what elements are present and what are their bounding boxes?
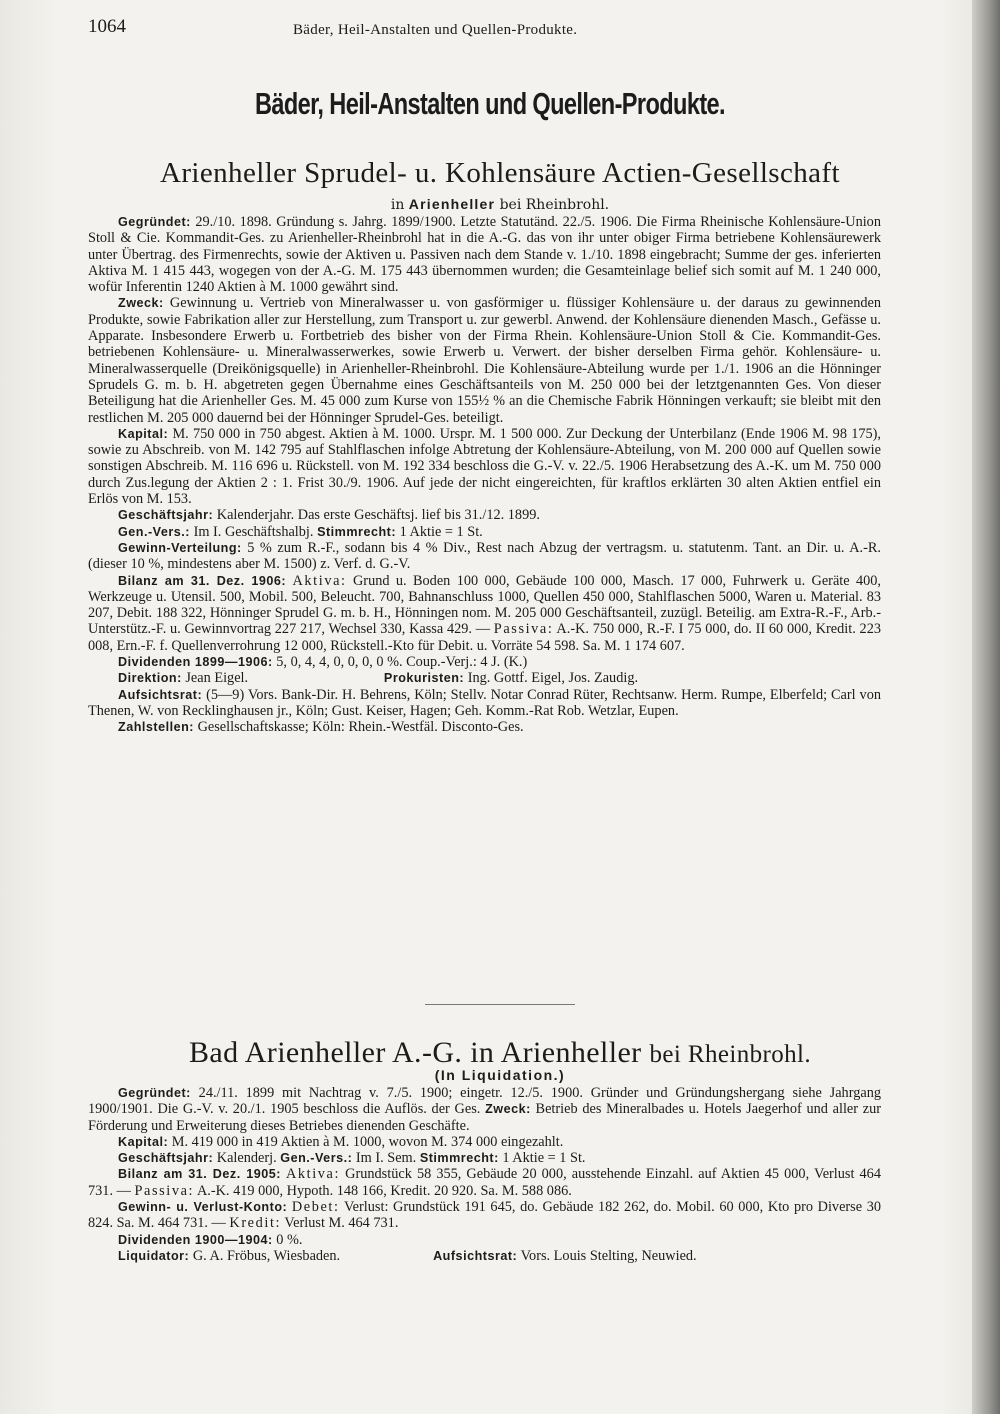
liabilities-label: Passiva: <box>134 1182 195 1199</box>
liquidator-text: G. A. Fröbus, Wiesbaden. <box>192 1247 341 1264</box>
profit-loss-paragraph <box>88 1199 881 1232</box>
capital-text: M. 419 000 in 419 Aktien à M. 1000, wovon M. 374 000 eingezahlt. <box>171 1133 564 1150</box>
liabilities-text: A.-K. 419 000, Hypoth. 148 166, Kredit. 20 920. Sa. M. 588 086. <box>196 1182 572 1199</box>
paying-agents-paragraph <box>88 719 881 735</box>
purpose-label: Zweck: <box>118 296 164 311</box>
company-2-body <box>88 1085 881 1264</box>
company-2-name <box>60 1036 940 1070</box>
founded-label: Gegründet: <box>118 215 191 229</box>
founded-paragraph <box>88 214 881 295</box>
page-edge-shadow <box>972 0 1000 1414</box>
voting-right-label: Stimmrecht: <box>317 524 397 539</box>
assets-label: Aktiva: <box>285 1166 341 1183</box>
profit-distribution-text: 5 % zum R.-F., sodann bis 4 % Div., Rest nach Abzug der vertragsm. u. statutenm. Tant. an Dir. u. A.-R. (dieser 10 %, mindestens aber M. 1500) z. Verf. d. G.-V. <box>88 539 881 573</box>
dividends-label: Dividenden 1899—1906: <box>118 655 273 670</box>
paying-agents-text: Gesellschaftskasse; Köln: Rhein.-Westfäl. Disconto-Ges. <box>197 719 524 736</box>
general-meeting-paragraph <box>88 524 881 540</box>
supervisory-board-text: (5—9) Vors. Bank-Dir. H. Behrens, Köln; Stellv. Notar Conrad Rüter, Rechtsanw. Herm. Rumpe, Elberfeld; Carl von Thenen, W. von Recklinghausen jr., Köln; Gust. Keiser, Hagen; Geh. Komm.-Rat Rob. Wetzlar, Eupen. <box>88 686 881 719</box>
voting-right-label: Stimmrecht: <box>419 1151 499 1166</box>
debit-text: Verlust: Grundstück 191 645, do. Gebäude 182 262, do. Mobil. 60 000, Kto pro Diverse 30 824. Sa. M. 464 731. — <box>88 1199 881 1232</box>
balance-label: Bilanz am 31. Dez. 1905: <box>118 1167 281 1182</box>
fiscal-year-text: Kalenderjahr. Das erste Geschäftsj. lief bis 31./12. 1899. <box>216 507 540 524</box>
management-label: Direktion: <box>118 671 182 686</box>
fiscal-year-paragraph <box>88 1150 881 1166</box>
capital-label: Kapital: <box>118 426 169 441</box>
liabilities-label: Passiva: <box>493 621 554 638</box>
founded-label: Gegründet: <box>118 1086 191 1100</box>
company-2-name-main: Bad Arienheller A.-G. in Arienheller <box>188 1036 642 1069</box>
capital-text: M. 750 000 in 750 abgest. Aktien à M. 1000. Urspr. M. 1 500 000. Zur Deckung der Unterbilanz (Ende 1906 M. 98 175), sowie zu Abschreib. von M. 142 795 auf Stahlflaschen infolge Abtretung der Kohlensäure-Abteilung, von M. 200 000 auf Quellen sowie sonstigen Abschreib. M. 116 696 u. Rückstell. von M. 192 334 beschloss die G.-V. v. 22./5. 1906 Herabsetzung des A.-K. um M. 750 000 durch Zus.legung der Aktien 2 : 1. Frist 30./9. 1906. Auf jede der nicht eingereichten, für kraftlos erklärten 30 alten Aktien entfiel ein Erlös von M. 153. <box>88 425 881 508</box>
location-prefix: in <box>390 197 405 213</box>
running-head <box>88 16 888 48</box>
liquidator-label: Liquidator: <box>118 1248 190 1263</box>
credit-label: Kredit: <box>229 1215 282 1232</box>
supervisory-board-text: Vors. Louis Stelting, Neuwied. <box>520 1247 697 1264</box>
management-text: Jean Eigel. <box>185 670 249 687</box>
dividends-label: Dividenden 1900—1904: <box>118 1232 273 1247</box>
purpose-label: Zweck: <box>485 1102 531 1117</box>
dividends-paragraph <box>88 654 881 670</box>
purpose-text: Gewinnung u. Vertrieb von Mineralwasser u. von gasförmiger u. flüssiger Kohlensäure u. der daraus zu gewinnenden Produkte, sowie Fabrikation aller zur Herstellung, zum Transport u. zur gewerbl. Anwend. der Kohlensäure dienenden Masch., Gefässe u. Apparate. Insbesondere Erwerb u. Fortbetrieb des bisher von der Firma Rhein. Kohlensäure-Union Stoll & Cie. Kommandit-Ges. betriebenen Kohlensäure- u. Mineralwasserwerkes, sowie Erwerb u. Verwert. der bisher derselben Firma gehör. Kohlensäure- u. Mineralwasserquelle (Dreikönigsquelle) in Arienheller-Rheinbrohl. Die Kohlensäure-Abteilung wurde per 1./1. 1906 an die Hönninger Sprudels G. m. b. H. abgetreten gegen Übernahme eines Geschäftsanteils von M. 250 000 bei der letztgenannten Ges. Von dieser Beteiligung hat die Arienheller Ges. M. 45 000 zum Kurse von 155½ % an die Chemische Fabrik Hönningen verkauft; sie bleibt mit den restlichen M. 205 000 dauernd bei der Hönninger Sprudel-Ges. beteiligt. <box>88 295 881 426</box>
fiscal-year-label: Geschäftsjahr: <box>118 508 214 523</box>
general-meeting-text: Im I. Sem. <box>355 1150 417 1167</box>
liquidation-status: (In Liquidation.) <box>434 1067 566 1083</box>
location-place: Arienheller <box>408 196 496 212</box>
founded-purpose-paragraph <box>88 1085 881 1134</box>
purpose-paragraph <box>88 295 881 425</box>
running-head-title: Bäder, Heil-Anstalten und Quellen-Produkte. <box>293 22 578 38</box>
balance-paragraph <box>88 573 881 654</box>
balance-label: Bilanz am 31. Dez. 1906: <box>118 573 287 588</box>
procurators-label: Prokuristen: <box>383 671 465 686</box>
capital-paragraph <box>88 426 881 507</box>
voting-right-text: 1 Aktie = 1 St. <box>502 1150 586 1167</box>
liabilities-text: A.-K. 750 000, R.-F. I 75 000, do. II 60 000, Kredit. 223 008, Ern.-F. f. Quellenverrohrung 12 000, Rückstell.-Kto für Debit. u. Vorräte 54 598. Sa. M. 1 174 607. <box>88 621 881 654</box>
liquidator-paragraph <box>88 1248 881 1264</box>
assets-text: Grundstück 58 355, Gebäude 20 000, ausstehende Einzahl. auf Aktien 45 000, Verlust 464 731. — <box>88 1166 881 1199</box>
profit-loss-label: Gewinn- u. Verlust-Konto: <box>118 1200 288 1215</box>
section-divider <box>425 1004 575 1005</box>
debit-label: Debet: <box>291 1199 340 1216</box>
section-title: Bäder, Heil-Anstalten und Quellen-Produkte. <box>254 86 725 121</box>
location-suffix: bei Rheinbrohl. <box>499 197 610 213</box>
profit-distribution-paragraph <box>88 540 881 573</box>
dividends-paragraph <box>88 1232 881 1248</box>
supervisory-board-label: Aufsichtsrat: <box>433 1248 518 1263</box>
paying-agents-label: Zahlstellen: <box>118 720 194 735</box>
dividends-text: 0 %. <box>276 1231 303 1248</box>
management-paragraph <box>88 670 881 686</box>
company-2-name-suffix: bei Rheinbrohl. <box>649 1041 812 1068</box>
dividends-text: 5, 0, 4, 4, 0, 0, 0, 0 %. Coup.-Verj.: 4 J. (K.) <box>276 654 528 671</box>
voting-right-text: 1 Aktie = 1 St. <box>399 523 483 540</box>
capital-label: Kapital: <box>118 1134 169 1149</box>
general-meeting-label: Gen.-Vers.: <box>118 524 190 539</box>
purpose-text: Betrieb des Mineralbades u. Hotels Jaegerhof und aller zur Förderung und Erweiterung dieses Betriebes dienenden Geschäfte. <box>88 1101 882 1134</box>
fiscal-year-paragraph <box>88 507 881 523</box>
supervisory-board-label: Aufsichtsrat: <box>118 687 203 702</box>
founded-text: 29./10. 1898. Gründung s. Jahrg. 1899/1900. Letzte Statutänd. 22./5. 1906. Die Firma Rheinische Kohlensäure-Union Stoll & Cie. Kommandit-Ges. zu Arienheller-Rheinbrohl hat in die A.-G. das von ihr unter obiger Firma betriebene Kohlensäurewerk unter Übertrag. des Firmenrechts, sowie der Aktiven u. Passiven nach dem Stande v. 1./10. 1898 eingebracht; Summe der ges. inferierten Aktiva M. 1 415 443, wogegen von der A.-G. M. 175 443 übernommen wurden; die Gesamteinlage belief sich somit auf M. 1 240 000, wofür Inferentin 1240 Aktien à M. 1000 gewährt sind. <box>88 214 881 296</box>
founded-text: 24./11. 1899 mit Nachtrag v. 7./5. 1900; eingetr. 12./5. 1900. Gründer und Gründungshergang siehe Jahrgang 1900/1901. Die G.-V. v. 20./1. 1905 beschloss die Auflös. der Ges. <box>88 1085 882 1118</box>
assets-label: Aktiva: <box>292 572 347 589</box>
general-meeting-label: Gen.-Vers.: <box>280 1151 353 1166</box>
credit-text: Verlust M. 464 731. <box>284 1215 399 1232</box>
company-1-name: Arienheller Sprudel- u. Kohlensäure Actien-Gesellschaft <box>160 157 840 189</box>
company-1-body <box>88 214 881 736</box>
assets-text: Grund u. Boden 100 000, Gebäude 100 000, Masch. 17 000, Fuhrwerk u. Geräte 400, Werkzeuge u. Utensil. 500, Mobil. 500, Beleucht. 700, Bahnanschluss 1000, Quellen 450 000, Stahlflaschen 5000, Waren u. Material. 83 207, Debit. 188 322, Hönninger Sprudel G. m. b. H., Hönningen nom. M. 205 000 Geschäftsanteil, zuzügl. Beteilig. am Extra-R.-F., Arb.-Unterstütz.-F. u. Gewinnvortrag 227 217, Wechsel 330, Kassa 429. — <box>88 572 882 638</box>
fiscal-year-text: Kalenderj. <box>216 1150 277 1167</box>
fiscal-year-label: Geschäftsjahr: <box>118 1151 214 1166</box>
general-meeting-text: Im I. Geschäftshalbj. <box>193 523 314 540</box>
page-number: 1064 <box>88 16 126 37</box>
capital-paragraph <box>88 1134 881 1150</box>
profit-distribution-label: Gewinn-Verteilung: <box>118 540 242 555</box>
procurators-text: Ing. Gottf. Eigel, Jos. Zaudig. <box>467 670 639 687</box>
balance-paragraph <box>88 1166 881 1199</box>
supervisory-board-paragraph <box>88 687 881 720</box>
company-1-location <box>100 196 900 213</box>
